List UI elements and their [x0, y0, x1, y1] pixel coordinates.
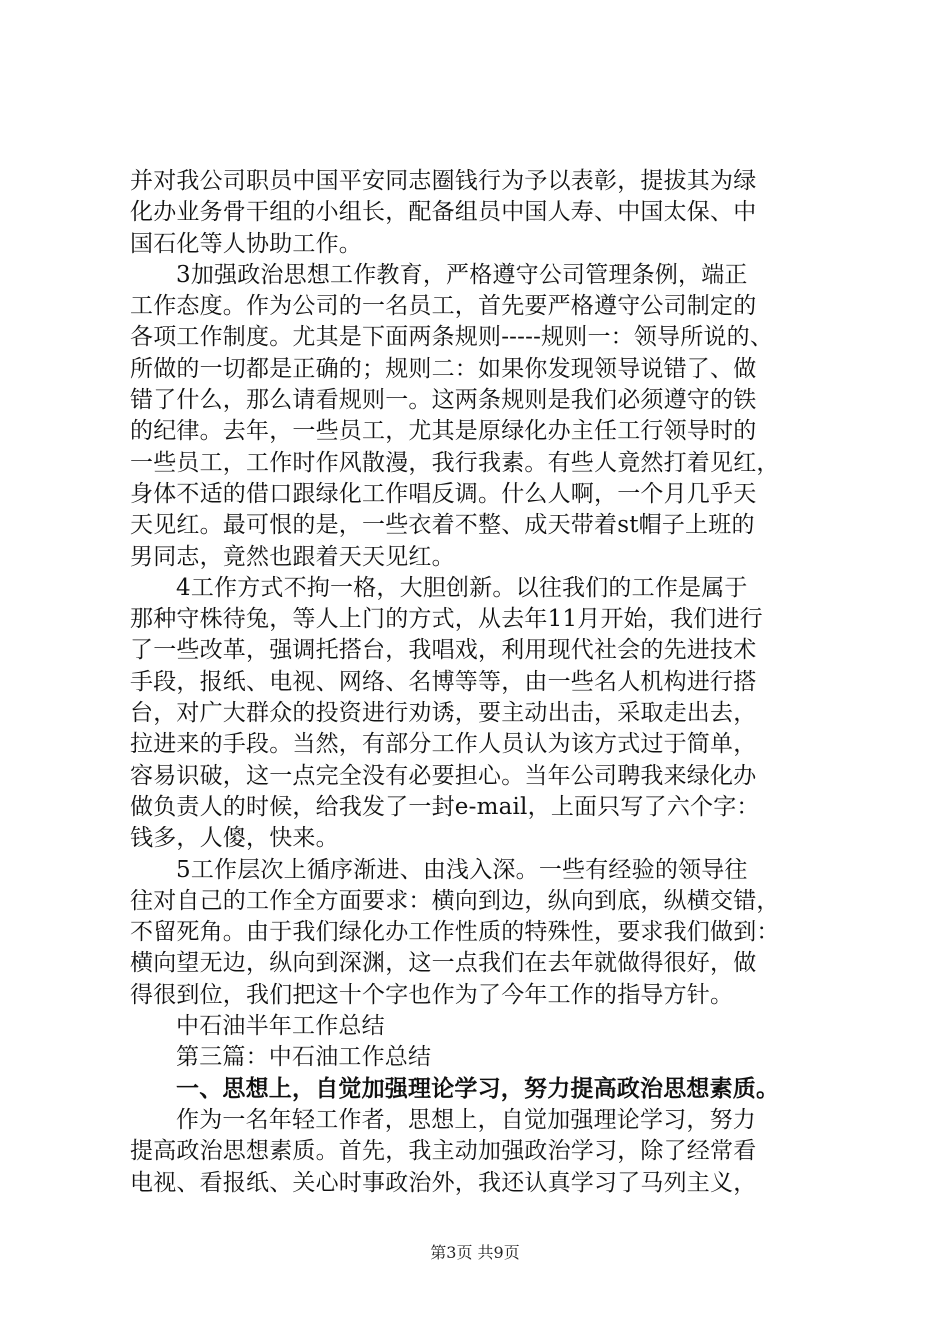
- text-line: 化办业务骨干组的小组长，配备组员中国人寿、中国太保、中: [130, 199, 757, 226]
- text-line: 得很到位，我们把这十个字也作为了今年工作的指导方针。: [130, 981, 734, 1008]
- text-line: 身体不适的借口跟绿化工作唱反调。什么人啊，一个月几乎天: [130, 480, 757, 507]
- document-body: [130, 166, 830, 1199]
- text-line: 容易识破，这一点完全没有必要担心。当年公司聘我来绿化办: [130, 762, 757, 789]
- text-line: 电视、看报纸、关心时事政治外，我还认真学习了马列主义，: [130, 1169, 757, 1196]
- text-line: 天见红。最可恨的是，一些衣着不整、成天带着st帽子上班的: [130, 512, 755, 539]
- text-line: 手段，报纸、电视、网络、名博等等，由一些名人机构进行搭: [130, 668, 757, 695]
- text-line: 了一些改革，强调托搭台，我唱戏，利用现代社会的先进技术: [130, 637, 757, 664]
- page-number: 第3页 共9页: [430, 1243, 520, 1262]
- paragraph-start-line: 5工作层次上循序渐进、由浅入深。一些有经验的领导往: [176, 856, 748, 883]
- paragraph-start-line: 4工作方式不拘一格，大胆创新。以往我们的工作是属于: [176, 574, 748, 601]
- paragraph-start-line: 作为一名年轻工作者，思想上，自觉加强理论学习，努力: [176, 1106, 756, 1133]
- text-line: 往对自己的工作全方面要求：横向到边，纵向到底，纵横交错，: [130, 887, 780, 914]
- text-line: 所做的一切都是正确的；规则二：如果你发现领导说错了、做: [130, 355, 757, 382]
- text-line: 各项工作制度。尤其是下面两条规则-----规则一：领导所说的、: [130, 324, 774, 351]
- text-line: 做负责人的时候，给我发了一封e-mail，上面只写了六个字：: [130, 793, 760, 820]
- text-line: 不留死角。由于我们绿化办工作性质的特殊性，要求我们做到：: [130, 919, 780, 946]
- text-line: 错了什么，那么请看规则一。这两条规则是我们必须遵守的铁: [130, 387, 757, 414]
- text-line: 男同志，竟然也跟着天天见红。: [130, 543, 455, 570]
- text-line: 台，对广大群众的投资进行劝诱，要主动出击，采取走出去，: [130, 700, 757, 727]
- text-line: 拉进来的手段。当然，有部分工作人员认为该方式过于简单，: [130, 731, 757, 758]
- text-line: 一些员工，工作时作风散漫，我行我素。有些人竟然打着见红，: [130, 449, 780, 476]
- text-line: 横向望无边，纵向到深渊，这一点我们在去年就做得很好，做: [130, 950, 757, 977]
- text-line: 那种守株待兔，等人上门的方式，从去年11月开始，我们进行: [130, 606, 763, 633]
- chapter-title: 第三篇：中石油工作总结: [176, 1044, 432, 1071]
- text-line: 国石化等人协助工作。: [130, 230, 362, 257]
- text-line: 的纪律。去年，一些员工，尤其是原绿化办主任工行领导时的: [130, 418, 757, 445]
- text-line: 钱多，人傻，快来。: [130, 825, 339, 852]
- paragraph-start-line: 3加强政治思想工作教育，严格遵守公司管理条例，端正: [176, 261, 748, 288]
- text-line: 并对我公司职员中国平安同志圈钱行为予以表彰，提拔其为绿: [130, 168, 757, 194]
- section-title: 中石油半年工作总结: [176, 1013, 385, 1040]
- text-line: 提高政治思想素质。首先，我主动加强政治学习，除了经常看: [130, 1138, 757, 1165]
- section-heading: 一、思想上，自觉加强理论学习，努力提高政治思想素质。: [176, 1075, 780, 1102]
- text-line: 工作态度。作为公司的一名员工，首先要严格遵守公司制定的: [130, 293, 757, 320]
